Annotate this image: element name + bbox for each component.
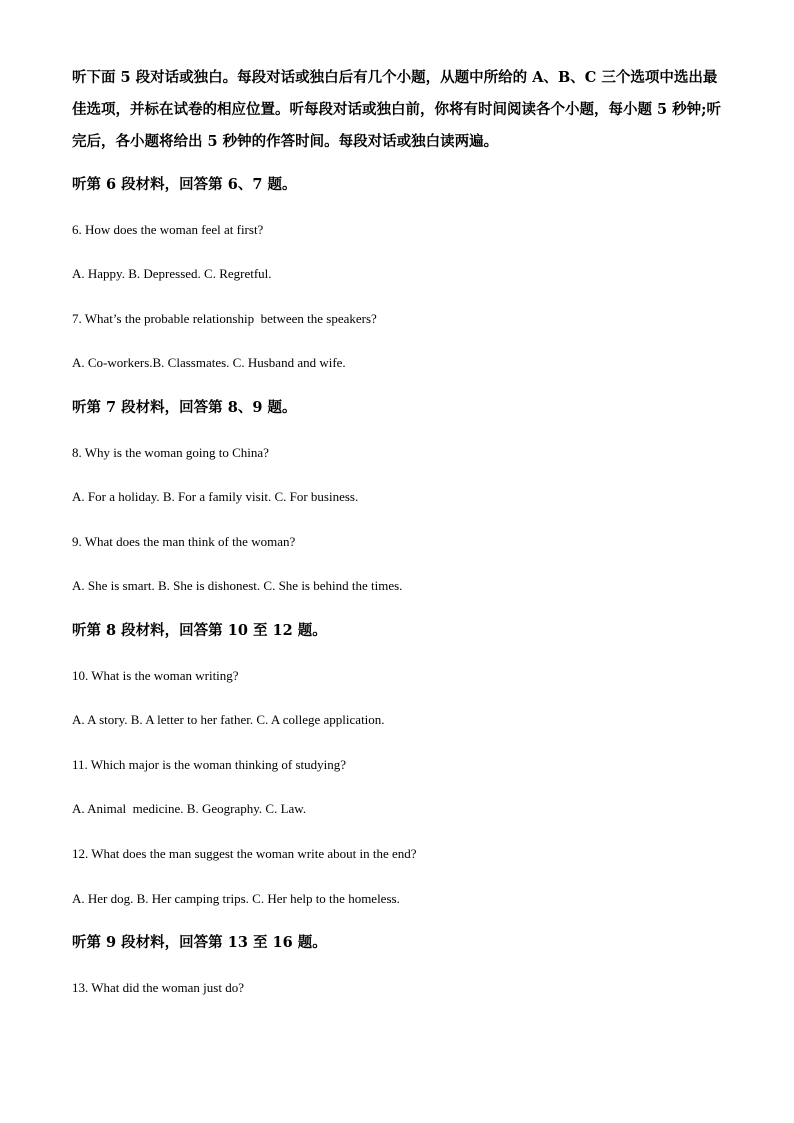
section-heading: 听第 9 段材料，回答第 13 至 16 题。 <box>72 934 327 952</box>
question-9-stem: 9. What does the man think of the woman? <box>72 533 296 549</box>
section-heading: 听第 8 段材料，回答第 10 至 12 题。 <box>72 621 327 639</box>
question-11-options: A. Animal medicine. B. Geography. C. Law. <box>72 801 307 817</box>
section-6 <box>72 163 727 386</box>
question-8-options: A. For a holiday. B. For a family visit. C. For business. <box>72 489 359 505</box>
question-12-options: A. Her dog. B. Her camping trips. C. Her help to the homeless. <box>72 890 400 906</box>
question-9-options: A. She is smart. B. She is dishonest. C. She is behind the times. <box>72 578 403 594</box>
question-11-stem: 11. Which major is the woman thinking of studying? <box>72 756 347 772</box>
question-12-stem: 12. What does the man suggest the woman write about in the end? <box>72 845 417 861</box>
section-7 <box>72 386 727 609</box>
question-7-options: A. Co-workers.B. Classmates. C. Husband and wife. <box>72 355 346 371</box>
question-10-options: A. A story. B. A letter to her father. C. A college application. <box>72 712 385 728</box>
question-10-stem: 10. What is the woman writing? <box>72 667 239 683</box>
question-6-stem: 6. How does the woman feel at first? <box>72 221 264 237</box>
section-9 <box>72 921 727 1010</box>
exam-page <box>72 62 727 1010</box>
question-13-stem: 13. What did the woman just do? <box>72 979 244 995</box>
section-instructions: 听下面 5 段对话或独白。每段对话或独白后有几个小题，从题中所给的 A、B、C 三个选项中选出最佳选项，并标在试卷的相应位置。听每段对话或独白前，你将有时间阅读各个小题，每小题 5 秒钟;听完后，各小题将给出 5 秒钟的作答时间。每段对话或独白读两遍。 <box>72 69 722 150</box>
section-heading: 听第 6 段材料，回答第 6、7 题。 <box>72 176 297 193</box>
question-7-stem: 7. What’s the probable relationship between the speakers? <box>72 310 377 326</box>
question-8-stem: 8. Why is the woman going to China? <box>72 444 269 460</box>
section-8 <box>72 609 727 921</box>
question-6-options: A. Happy. B. Depressed. C. Regretful. <box>72 266 272 282</box>
section-heading: 听第 7 段材料，回答第 8、9 题。 <box>72 398 297 416</box>
